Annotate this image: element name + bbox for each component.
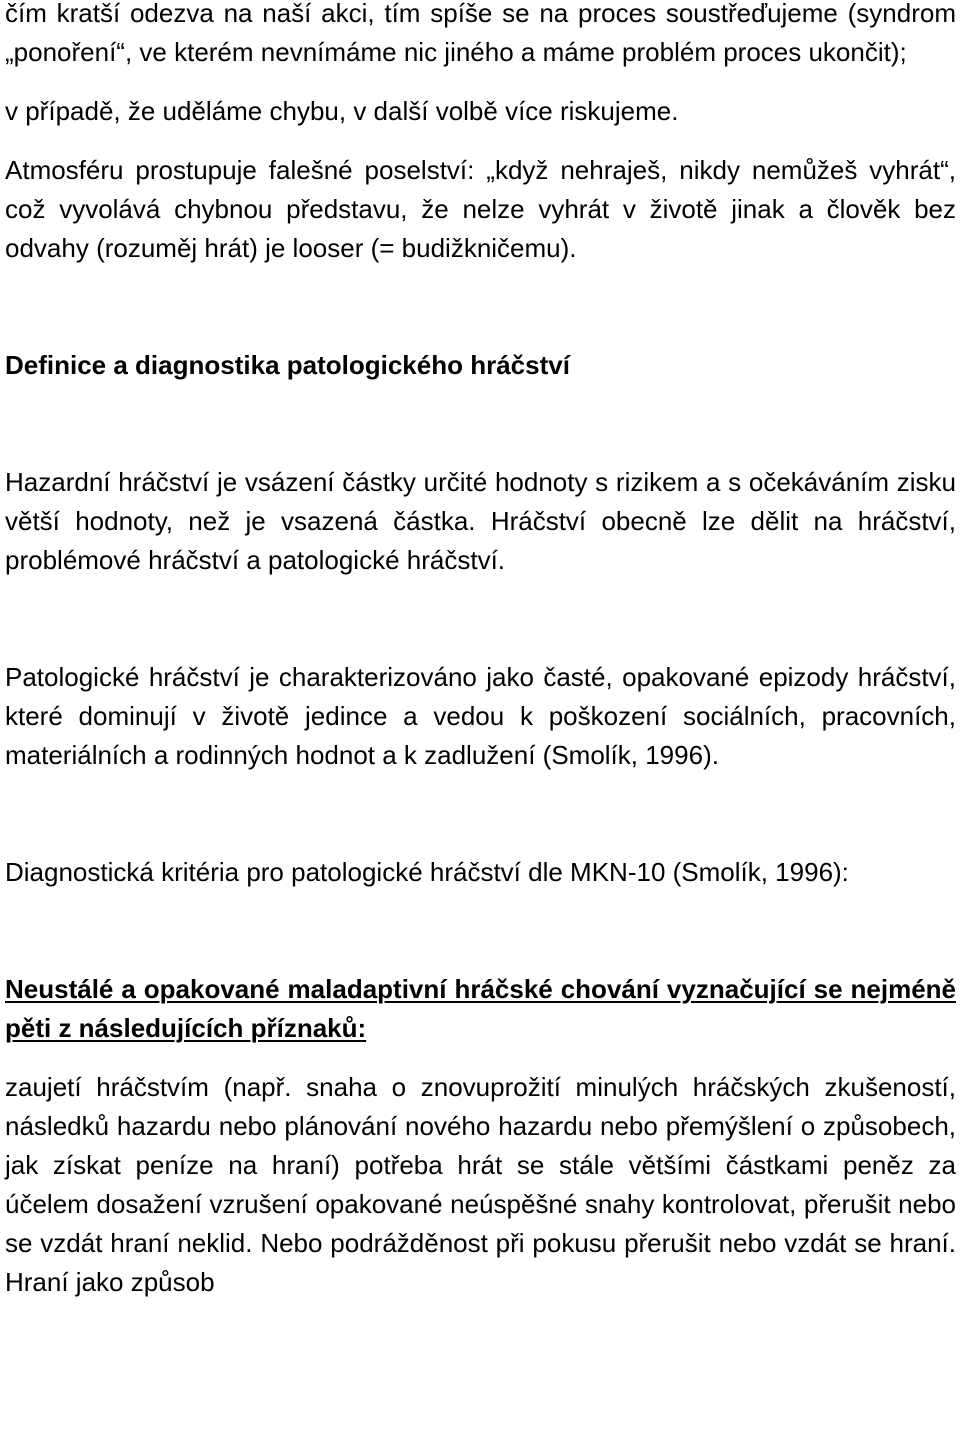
section-heading: Definice a diagnostika patologického hráčství [5, 350, 570, 380]
page-content [5, 0, 956, 1302]
paragraph-intro: čím kratší odezva na naší akci, tím spíše se na proces soustřeďujeme (syndrom „ponoření“, ve kterém nevnímáme nic jiného a máme problém proces ukončit); [5, 0, 956, 67]
paragraph-pathological-gambling: Patologické hráčství je charakterizováno jako časté, opakované epizody hráčství, které dominují v životě jedince a vedou k poškození sociálních, pracovních, materiálních a rodinných hodnot a k zadlužení (Smolík, 1996). [5, 662, 956, 770]
paragraph-criteria-list: zaujetí hráčstvím (např. snaha o znovuprožití minulých hráčských zkušeností, následků hazardu nebo plánování nového hazardu nebo přemýšlení o způsobech, jak získat peníze na hraní) potřeba hrát se stále většími částkami peněz za účelem dosažení vzrušení opakované neúspěšné snahy kontrolovat, přerušit nebo se vzdát hraní neklid. Nebo podrážděnost při pokusu přerušit nebo vzdát se hraní. Hraní jako způsob [5, 1072, 956, 1297]
paragraph-diagnostic-criteria: Diagnostická kritéria pro patologické hráčství dle MKN-10 (Smolík, 1996): [5, 857, 849, 887]
criteria-subheading: Neustálé a opakované maladaptivní hráčské chování vyznačující se nejméně pěti z následujících příznaků: [5, 974, 956, 1043]
paragraph-gambling-definition: Hazardní hráčství je vsázení částky určité hodnoty s rizikem a s očekáváním zisku větší hodnoty, než je vsazená částka. Hráčství obecně lze dělit na hráčství, problémové hráčství a patologické hráčství. [5, 467, 956, 575]
paragraph-mistake: v případě, že uděláme chybu, v další volbě více riskujeme. [5, 96, 679, 126]
paragraph-atmosphere: Atmosféru prostupuje falešné poselství: „když nehraješ, nikdy nemůžeš vyhrát“, což vyvolává chybnou představu, že nelze vyhrát v životě jinak a člověk bez odvahy (rozuměj hrát) je looser (= budižkničemu). [5, 155, 956, 263]
